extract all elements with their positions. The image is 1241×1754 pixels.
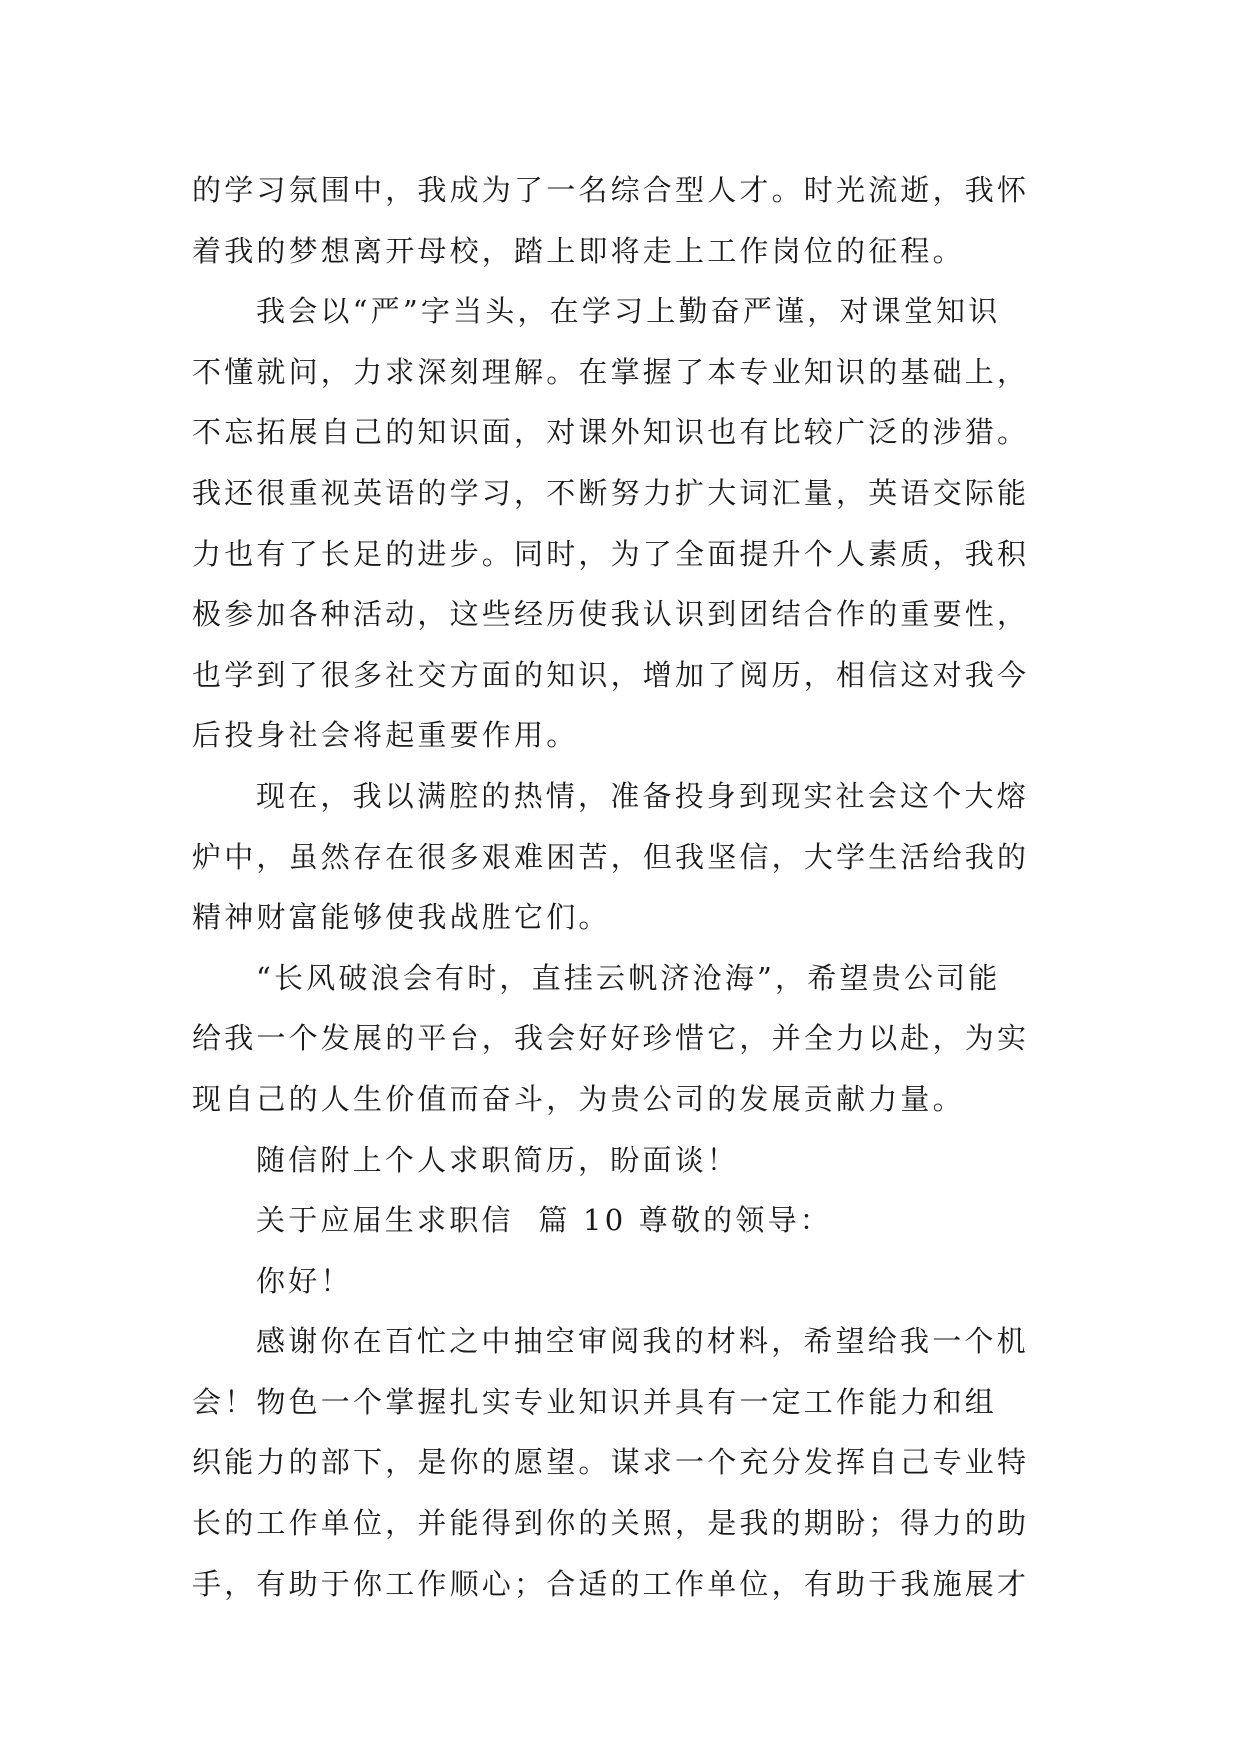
text-line: 精神财富能够使我战胜它们。 — [192, 900, 611, 935]
text-line: 会！物色一个掌握扎实专业知识并具有一定工作能力和组 — [192, 1384, 998, 1419]
text-line: 现自己的人生价值而奋斗，为贵公司的发展贡献力量。 — [192, 1081, 965, 1116]
greeting: 你好！ — [256, 1263, 353, 1298]
paragraph-first-line: 感谢你在百忙之中抽空审阅我的材料，希望给我一个机 — [256, 1324, 1029, 1359]
paragraph-first-line: 现在，我以满腔的热情，准备投身到现实社会这个大熔 — [256, 778, 1029, 813]
text-line: 后投身社会将起重要作用。 — [192, 718, 579, 753]
section-heading: 关于应届生求职信 篇 10 尊敬的领导： — [256, 1203, 832, 1238]
text-line: 给我一个发展的平台，我会好好珍惜它，并全力以赴，为实 — [192, 1021, 1030, 1056]
text-line: 的学习氛围中，我成为了一名综合型人才。时光流逝，我怀 — [192, 173, 1030, 207]
text-line: 不忘拓展自己的知识面，对课外知识也有比较广泛的涉猎。 — [192, 415, 1030, 450]
text-line: 也学到了很多社交方面的知识，增加了阅历，相信这对我今 — [192, 657, 1030, 692]
text-line: 炉中，虽然存在很多艰难困苦，但我坚信，大学生活给我的 — [192, 839, 1030, 874]
paragraph-first-line: “长风破浪会有时，直挂云帆济沧海”，希望贵公司能 — [256, 960, 1001, 995]
text-line: 力也有了长足的进步。同时，为了全面提升个人素质，我积 — [192, 536, 1030, 571]
letter-body — [192, 160, 1062, 1614]
paragraph-first-line: 我会以“严”字当头，在学习上勤奋严谨，对课堂知识 — [256, 294, 1001, 329]
paragraph-first-line: 随信附上个人求职简历，盼面谈！ — [256, 1142, 740, 1177]
text-line: 长的工作单位，并能得到你的关照，是我的期盼；得力的助 — [192, 1506, 1030, 1541]
text-line: 手，有助于你工作顺心；合适的工作单位，有助于我施展才 — [192, 1566, 1030, 1601]
text-line: 极参加各种活动，这些经历使我认识到团结合作的重要性， — [192, 597, 1030, 632]
text-line: 着我的梦想离开母校，踏上即将走上工作岗位的征程。 — [192, 233, 965, 268]
text-line: 织能力的部下，是你的愿望。谋求一个充分发挥自己专业特 — [192, 1445, 1030, 1480]
text-line: 我还很重视英语的学习，不断努力扩大词汇量，英语交际能 — [192, 475, 1030, 510]
text-line: 不懂就问，力求深刻理解。在掌握了本专业知识的基础上， — [192, 354, 1030, 389]
